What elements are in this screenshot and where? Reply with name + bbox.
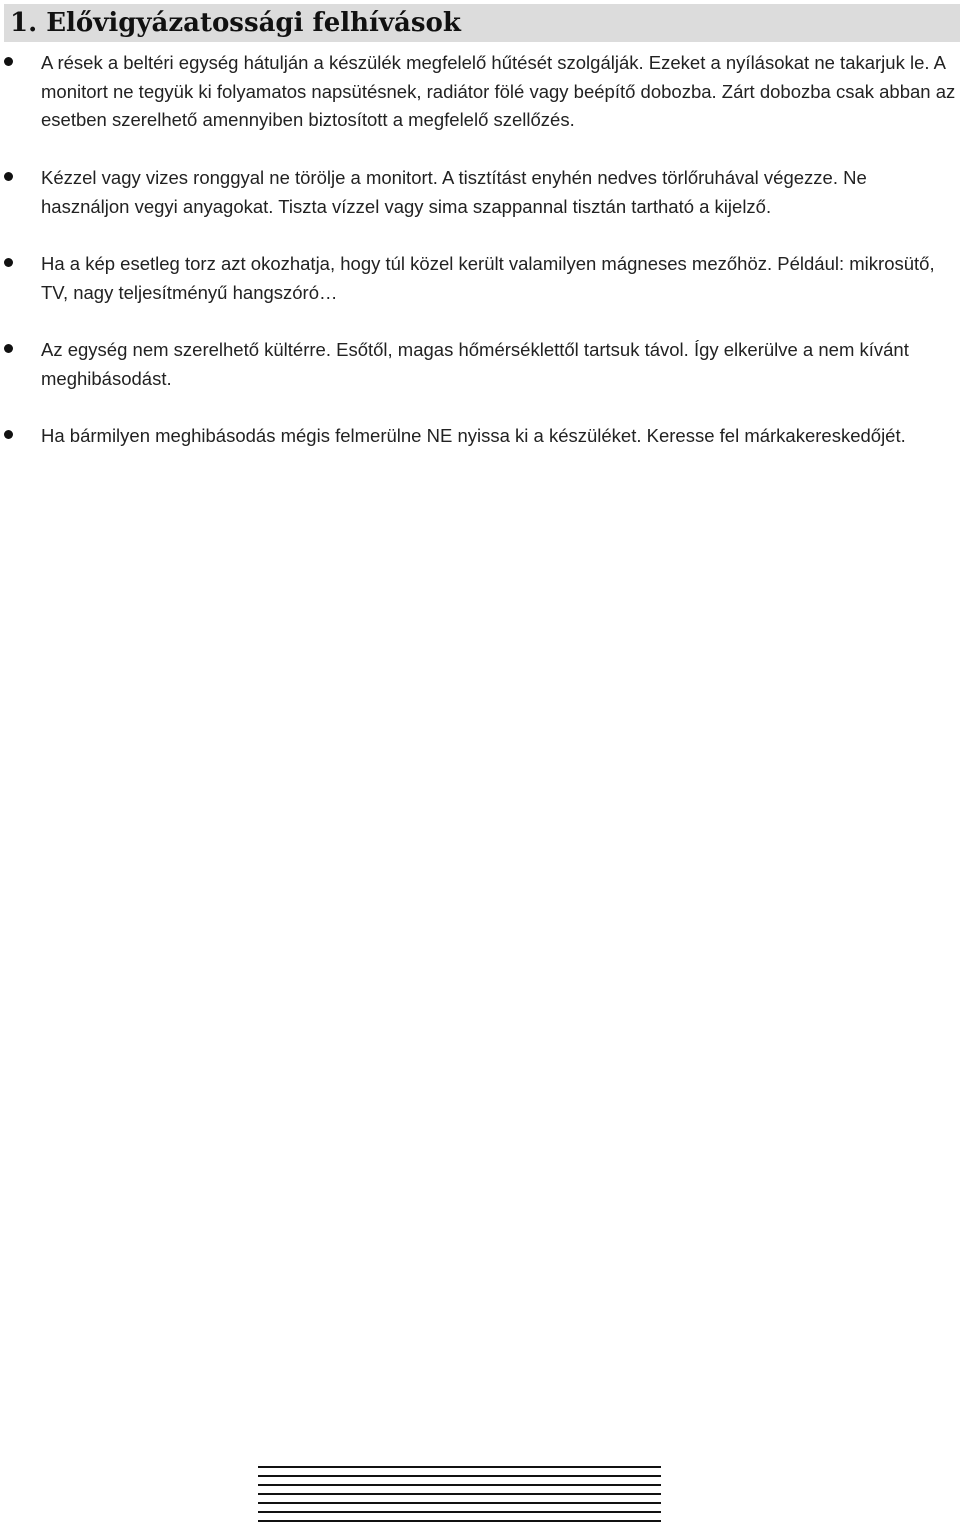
bullet-icon [4, 344, 13, 353]
footer-line [258, 1484, 661, 1486]
list-item-text: Kézzel vagy vizes ronggyal ne törölje a monitort. A tisztítást enyhén nedves törlőruhával végezze. Ne használjon vegyi anyagokat. Tiszta vízzel vagy sima szappannal tisztán tartható a kijelző. [41, 167, 867, 217]
list-item-text: Az egység nem szerelhető kültérre. Esőtől, magas hőmérséklettől tartsuk távol. Így elkerülve a nem kívánt meghibásodást. [41, 339, 909, 389]
footer-line [258, 1520, 661, 1522]
footer-line [258, 1493, 661, 1495]
list-item-text: A rések a beltéri egység hátulján a készülék megfelelő hűtését szolgálják. Ezeket a nyílásokat ne takarjuk le. A monitort ne tegyük ki folyamatos napsütésnek, radiátor fölé vagy beépítő dobozba. Zárt dobozba csak abban az esetben szerelhető amennyiben biztosított a megfelelő szellőzés. [41, 52, 956, 130]
list-item-text: Ha a kép esetleg torz azt okozhatja, hogy túl közel került valamilyen mágneses mezőhöz. Például: mikrosütő, TV, nagy teljesítményű hangszóró… [41, 253, 935, 303]
footer-line [258, 1475, 661, 1477]
section-title: 1. Elővigyázatossági felhívások [10, 8, 461, 38]
section-heading-bar [4, 4, 960, 42]
footer-decorative-lines [258, 1466, 661, 1528]
footer-line [258, 1502, 661, 1504]
list-item-text: Ha bármilyen meghibásodás mégis felmerülne NE nyissa ki a készüléket. Keresse fel márkakereskedőjét. [41, 425, 906, 446]
bullet-icon [4, 172, 13, 181]
bullet-icon [4, 57, 13, 66]
footer-line [258, 1466, 661, 1468]
footer-line [258, 1511, 661, 1513]
bullet-icon [4, 258, 13, 267]
bullet-icon [4, 430, 13, 439]
